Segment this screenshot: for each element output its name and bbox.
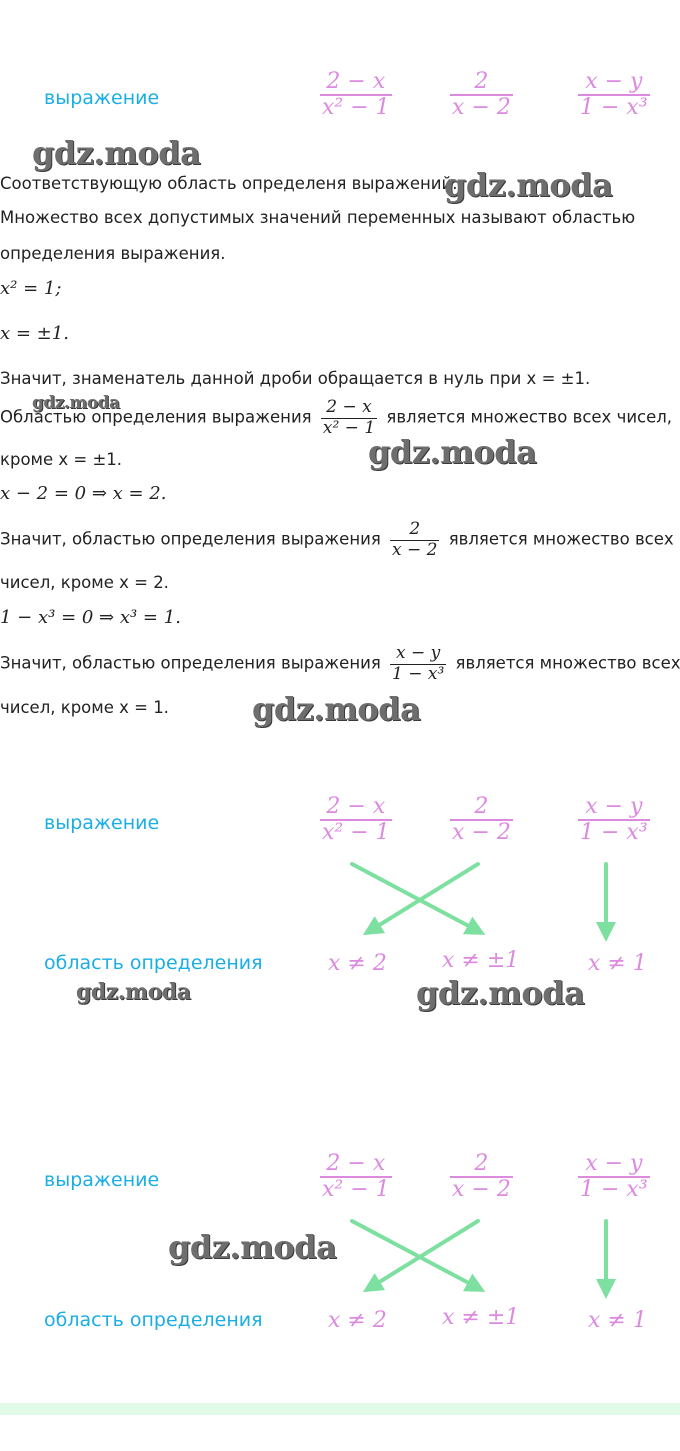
text-line-1: Соответствующую область определеня выражений.: [0, 174, 458, 193]
domain-3: x ≠ 1: [588, 951, 647, 976]
watermark: gdz.moda: [252, 690, 421, 728]
fraction-2-numerator: 2: [474, 1151, 489, 1176]
fraction-2-numerator: 2: [474, 69, 489, 94]
text-line-9-pre: Значит, областью определения выражения: [0, 653, 381, 673]
watermark: gdz.moda: [368, 433, 537, 471]
fraction-1-denominator: x² − 1: [322, 819, 390, 845]
fraction-3-denominator: 1 − x³: [580, 1176, 648, 1202]
fraction-1-numerator: 2 − x: [326, 69, 386, 94]
fraction-1-denominator: x² − 1: [322, 94, 390, 120]
fraction-3-numerator: x − y: [585, 794, 643, 819]
text-line-8: чисел, кроме x = 2.: [0, 573, 169, 592]
domain-2: x ≠ ±1: [442, 948, 520, 973]
text-line-3: определения выражения.: [0, 244, 226, 263]
fraction-1-numerator: 2 − x: [326, 1151, 386, 1176]
watermark: gdz.moda: [416, 974, 585, 1012]
inline-fraction-1-denominator: x² − 1: [322, 417, 376, 438]
fraction-2-denominator: x − 2: [452, 1176, 511, 1202]
text-line-4: Значит, знаменатель данной дроби обращается в нуль при x = ±1.: [0, 369, 591, 388]
fraction-3-numerator: x − y: [585, 69, 643, 94]
equation-2: x = ±1.: [0, 323, 69, 344]
watermark: gdz.moda: [168, 1228, 337, 1266]
fraction-1-denominator: x² − 1: [322, 1176, 390, 1202]
fraction-2-numerator: 2: [474, 794, 489, 819]
inline-fraction-1-numerator: 2 − x: [326, 397, 372, 417]
text-line-9-post: является множество всех: [455, 653, 680, 673]
domain-label: область определения: [44, 952, 263, 974]
text-line-6: кроме x = ±1.: [0, 450, 123, 469]
expression-label: выражение: [44, 87, 160, 109]
text-line-7-pre: Значит, областью определения выражения: [0, 529, 381, 549]
equation-4: 1 − x³ = 0 ⇒ x³ = 1.: [0, 607, 181, 628]
watermark: gdz.moda: [32, 393, 120, 413]
domain-1: x ≠ 2: [328, 951, 387, 976]
domain-2: x ≠ ±1: [442, 1305, 520, 1330]
fraction-2-denominator: x − 2: [452, 819, 511, 845]
expression-label: выражение: [44, 1169, 160, 1191]
domain-1: x ≠ 2: [328, 1308, 387, 1333]
inline-fraction-2-denominator: x − 2: [392, 539, 438, 560]
fraction-3-denominator: 1 − x³: [580, 94, 648, 120]
fraction-3-denominator: 1 − x³: [580, 819, 648, 845]
equation-3: x − 2 = 0 ⇒ x = 2.: [0, 483, 167, 504]
expression-label: выражение: [44, 812, 160, 834]
domain-3: x ≠ 1: [588, 1308, 647, 1333]
text-line-5-post: является множество всех чисел,: [386, 407, 673, 427]
fraction-1-numerator: 2 − x: [326, 794, 386, 819]
inline-fraction-3-numerator: x − y: [396, 643, 441, 663]
text-line-10: чисел, кроме x = 1.: [0, 698, 169, 717]
domain-label: область определения: [44, 1309, 263, 1331]
watermark: gdz.moda: [444, 166, 613, 204]
text-line-2: Множество всех допустимых значений переменных называют областью: [0, 208, 636, 227]
watermark: gdz.moda: [32, 134, 201, 172]
fraction-2-denominator: x − 2: [452, 94, 511, 120]
bottom-band: [0, 1403, 680, 1415]
text-line-7-post: является множество всех: [448, 529, 674, 549]
equation-1: x² = 1;: [0, 278, 62, 299]
inline-fraction-3-denominator: 1 − x³: [392, 663, 445, 684]
fraction-3-numerator: x − y: [585, 1151, 643, 1176]
watermark: gdz.moda: [76, 979, 191, 1005]
inline-fraction-2-numerator: 2: [409, 519, 421, 539]
text-line-5-pre: Областью определения выражения: [0, 407, 312, 427]
